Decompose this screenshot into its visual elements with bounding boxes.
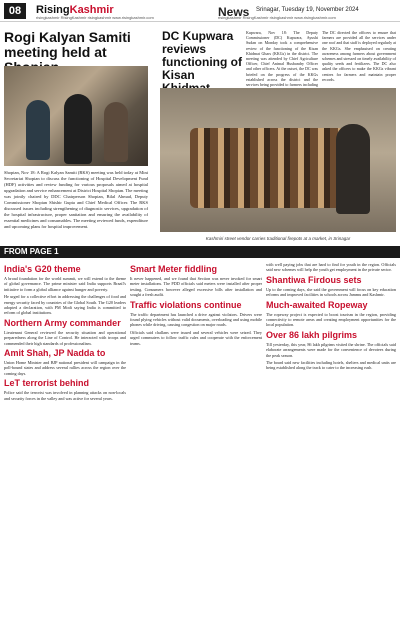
brand-main: Rising xyxy=(36,4,70,16)
front-page-column-c xyxy=(266,262,396,373)
paragraph: Police said the terrorist was involved in planning attacks on non-locals and security forces in the valley and was active for several years. xyxy=(4,390,126,401)
subhead: Smart Meter fiddling xyxy=(130,264,218,274)
subhead: Over 86 lakh pilgrims xyxy=(266,329,358,340)
paragraph: The board said new facilities including hotels, shelters and medical units are being established along the track to cater to the increasing rush. xyxy=(266,360,396,371)
subhead: India's G20 theme xyxy=(4,264,81,274)
photo-caption: Kashmiri street vendor carries traditional firepots at a market, in Srinagar xyxy=(205,236,351,241)
section-bar: FROM PAGE 1 xyxy=(0,246,400,258)
story2-column-1: Kupwara, Nov 18: The Deputy Commissioner (DC) Kupwara, Ayushi Sudan on Monday took a comprehensive review of the functioning of the Kisan Khidmat Ghars (KKGs) in the district. The meeting was attended by Chief Agriculture Officer, Chief Animal Husbandry Officer and other officers. At the outset, the DC was briefed on the progress of the KKGs established across the district and the services being provided to farmers including xyxy=(246,30,318,88)
story2-column-2: The DC directed the officers to ensure that farmers are provided all the services under one roof and that staff is deployed regularly at the KKGs. She emphasised on creating awareness among farmers about government schemes and stressed on timely availability of quality seeds and fertilizers. The DC also asked the officers to make the KKGs vibrant centres for farmers and maintain proper records. xyxy=(322,30,396,82)
firepots-display xyxy=(190,128,360,208)
paragraph: He urged for a collective effort in addressing the challenges of food and energy security faced by countries of the Global South. The G20 leaders adopted a declaration, with PM Modi saying India is committed to reform of global institutions. xyxy=(4,294,126,316)
brand-accent: Kashmir xyxy=(69,4,114,16)
front-page-column-b xyxy=(130,262,262,348)
paragraph: Officials said challans were issued and several vehicles were seized. They urged commuters to follow traffic rules and cooperate with the enforcement teams. xyxy=(130,329,262,346)
story1-headline: Rogi Kalyan Samiti meeting held at xyxy=(4,29,131,60)
subhead: LeT terrorist behind xyxy=(4,378,90,389)
masthead xyxy=(0,0,400,22)
paragraph: The ropeway project is expected to boost tourism in the region, providing connectivity to remote areas and creating employment opportunities for the local population. xyxy=(266,311,396,328)
paragraph: Union Home Minister and BJP national president will campaign in the poll-bound states and address several rallies across the region over the coming days. xyxy=(4,360,126,376)
paragraph: It never happened, and we found that Section was never invoked for smart meter installations. The PDD officials said meters were installed after proper testing. Consumers however alleged excessive bills after installation and sought a fresh audit. xyxy=(130,276,262,298)
social-handles-left: risingkashmir RisingKashmir risingkashmir www.risingkashmir.com xyxy=(36,15,154,20)
social-handles-right: risingkashmir RisingKashmir risingkashmir www.risingkashmir.com xyxy=(218,15,336,20)
subhead: Traffic violations continue xyxy=(130,299,242,310)
person-figure xyxy=(104,102,128,162)
story1-body: Shopian, Nov 18: A Rogi Kalyan Samiti (RKS) meeting was held today at Mini Secretariat Shopian to discuss the functioning of Hospital Development Fund (HDF) activities and review funding for various proposals aimed at hospital upgradation and service enhancement at District Hospital Shopian. The meeting was jointly chaired by DDC Chairperson Shopian, Bilal Ahmad, Deputy Commissioner Shopian Shishir Gupta and Chief Medical Officer. The RKS discussed issues including strengthening of diagnostic services, upgradation of the hospital infrastructure, proper sanitation and ensuring the availability of essential medicines and consumables. The meeting reviewed funds, expenditure and upcoming plans for hospital improvement. xyxy=(4,170,148,229)
paragraph: Lieutenant General reviewed the security situation and operational preparedness along the Line of Control. He interacted with troops and commended their high standards of professionalism. xyxy=(4,329,126,346)
vendor-figure xyxy=(336,124,370,214)
paragraph: Up to the coming days, she said the government will focus on key education reforms and improved facilities in schools across Jammu and Kashmir. xyxy=(266,286,396,298)
page-number: 08 xyxy=(4,3,26,19)
section-label: News xyxy=(218,5,250,19)
subhead: Much-awaited Ropeway xyxy=(266,299,368,310)
story2-photo xyxy=(160,88,396,232)
person-figure xyxy=(26,100,50,160)
paragraph: Till yesterday, this year, 86 lakh pilgrims visited the shrine. The officials said elaborate arrangements were made for the convenience of devotees during the peak season. xyxy=(266,341,396,358)
dateline: Srinagar, Tuesday 19, November 2024 xyxy=(256,7,359,13)
paragraph: A broad foundation for the world summit, we will extend to the theme of global governance. The prime minister said India supports Brazil's initiative to form a global alliance against hunger and poverty. xyxy=(4,276,126,292)
subhead: Amit Shah, JP Nadda to xyxy=(4,348,106,359)
subhead: Shantiwa Firdous sets xyxy=(266,274,362,285)
front-page-column-a xyxy=(4,262,126,403)
person-figure xyxy=(64,94,92,164)
story2-headline: DC Kupwara reviews functioning of Kisan xyxy=(162,29,242,82)
story1-photo xyxy=(4,66,148,166)
paragraph: The traffic department has launched a drive against violators. Drivers were found plying vehicles without valid documents, overloading and using mobile phones while driving, causing congestion on major roads. xyxy=(130,311,262,328)
paragraph: with well paying jobs that are hard to find for youth in the region. Officials said new schemes will help the youth get employment in the private sector. xyxy=(266,262,396,273)
subhead: Northern Army commander xyxy=(4,317,121,328)
